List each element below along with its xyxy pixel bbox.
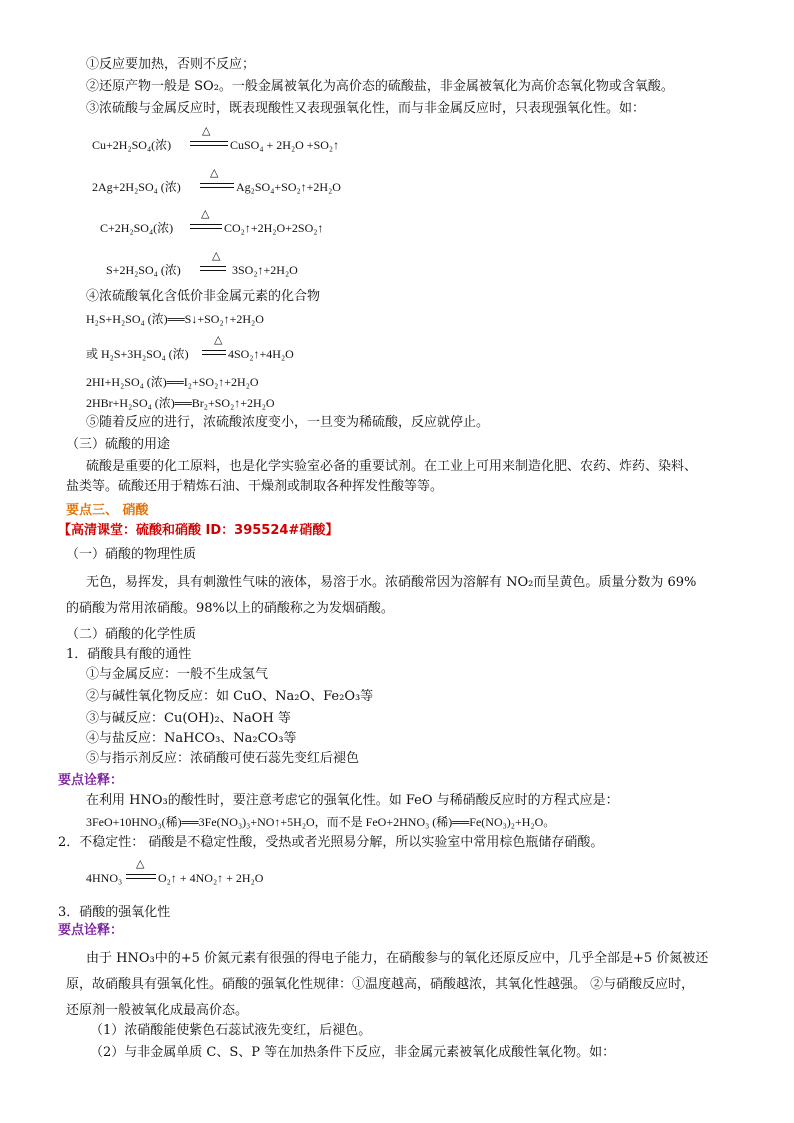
list-item: ③与碱反应：Cu(OH)₂、NaOH 等 — [86, 711, 291, 726]
equation-left: 4HNO₃ — [86, 871, 123, 885]
paragraph-line: 硫酸是重要的化工原料，也是化学实验室必备的重要试剂。在工业上可用来制造化肥、农药、炸药、染料、 — [86, 459, 698, 474]
list-heading: 1．硝酸具有酸的通性 — [66, 647, 192, 662]
equation-right: CO₂↑+2H₂O+2SO₂↑ — [224, 221, 324, 235]
paragraph-line: 在利用 HNO₃的酸性时，要注意考虑它的强氧化性。如 FeO 与稀硝酸反应时的方程式应是： — [86, 793, 619, 808]
section-heading: （一）硝酸的物理性质 — [66, 547, 197, 562]
equation: 3FeO+10HNO₃(稀)══3Fe(NO₃)₃+NO↑+5H₂O，而不是 FeO+2HNO₃ (稀)══Fe(NO₃)₂+H₂O。 — [86, 815, 556, 829]
list-item: ④与盐反应：NaHCO₃、Na₂CO₃等 — [86, 731, 297, 746]
text-line: ⑤随着反应的进行，浓硫酸浓度变小，一旦变为稀硫酸，反应就停止。 — [86, 415, 490, 430]
paragraph-line: 无色，易挥发，具有刺激性气味的液体，易溶于水。浓硝酸常因为溶解有 NO₂而呈黄色。质量分数为 69% — [86, 575, 697, 590]
double-bar — [200, 183, 234, 188]
heat-symbol: △ — [136, 857, 145, 870]
section-heading: （三）硫酸的用途 — [66, 437, 171, 452]
equation-right: Ag₂SO₄+SO₂↑+2H₂O — [236, 180, 341, 194]
text-line: ①反应要加热，否则不反应； — [86, 57, 256, 72]
list-item: ②与碱性氧化物反应：如 CuO、Na₂O、Fe₂O₃等 — [86, 689, 374, 704]
equation-left: 2Ag+2H₂SO₄ (浓) — [92, 180, 181, 194]
equation: H₂S+H₂SO₄ (浓)══S↓+SO₂↑+2H₂O — [86, 312, 264, 326]
double-bar — [200, 266, 226, 271]
double-bar — [190, 224, 222, 229]
text-line: ④浓硫酸氧化含低价非金属元素的化合物 — [86, 289, 321, 304]
equation-right: O₂↑ + 4NO₂↑ + 2H₂O — [158, 871, 264, 885]
paragraph-line: （2）与非金属单质 C、S、P 等在加热条件下反应，非金属元素被氧化成酸性氧化物。如： — [90, 1045, 616, 1060]
heat-symbol: △ — [202, 124, 211, 137]
paragraph-line: 盐类等。硫酸还用于精炼石油、干燥剂或制取各种挥发性酸等等。 — [66, 479, 444, 494]
equation-left: C+2H₂SO₄(浓) — [100, 221, 174, 235]
paragraph-line: 的硝酸为常用浓硝酸。98%以上的硝酸称之为发烟硝酸。 — [66, 601, 394, 616]
list-item: ⑤与指示剂反应：浓硝酸可使石蕊先变红后褪色 — [86, 751, 360, 766]
equation-right: 4SO₂↑+4H₂O — [228, 347, 294, 361]
list-heading: 2．不稳定性： 硝酸是不稳定性酸，受热或者光照易分解，所以实验室中常用棕色瓶储存硝酸。 — [58, 835, 604, 850]
equation-left: 或 H₂S+3H₂SO₄ (浓) — [86, 347, 189, 361]
equation-right: 3SO₂↑+2H₂O — [232, 263, 298, 277]
equation-left: S+2H₂SO₄ (浓) — [106, 263, 181, 277]
section-heading: （二）硝酸的化学性质 — [66, 627, 197, 642]
heat-symbol: △ — [210, 166, 219, 179]
text-line: ③浓硫酸与金属反应时，既表现酸性又表现强氧化性，而与非金属反应时，只表现强氧化性。如： — [86, 101, 646, 116]
paragraph-line: 由于 HNO₃中的+5 价氮元素有很强的得电子能力，在硝酸参与的氧化还原反应中，几乎全部是+5 价氮被还 — [86, 951, 709, 966]
note-heading: 要点诠释： — [58, 773, 124, 788]
heat-symbol: △ — [201, 207, 210, 220]
note-heading: 要点诠释： — [58, 923, 124, 938]
text-line: ②还原产物一般是 SO₂。一般金属被氧化为高价态的硫酸盐，非金属被氧化为高价态氧化物或含氧酸。 — [86, 79, 674, 94]
list-item: ①与金属反应：一般不生成氢气 — [86, 667, 269, 682]
equation-left: Cu+2H₂SO₄(浓) — [92, 138, 172, 152]
paragraph-line: 还原剂一般被氧化成最高价态。 — [66, 1003, 249, 1018]
double-bar — [202, 350, 226, 355]
key-point-heading: 要点三、 硝酸 — [66, 503, 149, 518]
class-tag: 【高清课堂：硫酸和硝酸 ID：395524#硝酸】 — [58, 523, 339, 538]
equation-right: CuSO₄ + 2H₂O +SO₂↑ — [230, 138, 340, 152]
equation: 2HI+H₂SO₄ (浓)══I₂+SO₂↑+2H₂O — [86, 375, 259, 389]
double-bar — [126, 874, 156, 879]
list-heading: 3．硝酸的强氧化性 — [58, 905, 171, 920]
paragraph-line: 原，故硝酸具有强氧化性。硝酸的强氧化性规律：①温度越高，硝酸越浓，其氧化性越强。 ②与硝酸反应时， — [66, 977, 695, 992]
paragraph-line: （1）浓硝酸能使紫色石蕊试液先变红，后褪色。 — [90, 1023, 372, 1038]
equation: 2HBr+H₂SO₄ (浓)══Br₂+SO₂↑+2H₂O — [86, 396, 275, 410]
heat-symbol: △ — [214, 333, 223, 346]
double-bar — [190, 141, 228, 146]
heat-symbol: △ — [212, 249, 221, 262]
